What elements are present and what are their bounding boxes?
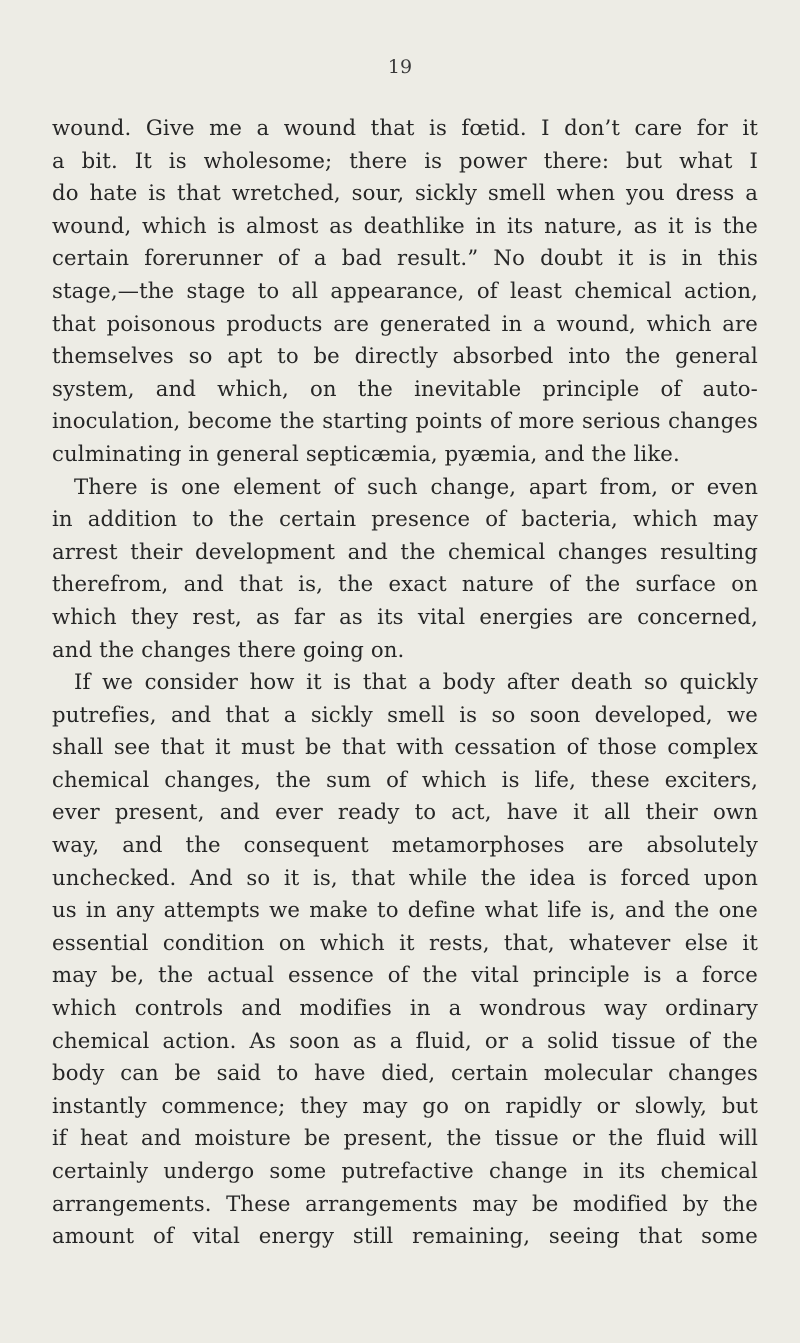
text-line: may be, the actual essence of the vital principle is a force bbox=[52, 962, 758, 988]
text-line: a bit. It is wholesome; there is power there: but what I bbox=[52, 147, 758, 173]
text-line: do hate is that wretched, sour, sickly smell when you dress a bbox=[52, 180, 758, 206]
text-line: system, and which, on the inevitable principle of auto- bbox=[52, 375, 758, 401]
text-line: that poisonous products are generated in a wound, which are bbox=[52, 310, 758, 336]
text-line: putrefies, and that a sickly smell is so soon developed, we bbox=[52, 701, 758, 727]
text-line: unchecked. And so it is, that while the idea is forced upon bbox=[52, 864, 758, 890]
text-line: amount of vital energy still remaining, seeing that some bbox=[52, 1223, 758, 1249]
text-line: in addition to the certain presence of bacteria, which may bbox=[52, 506, 758, 532]
text-line: therefrom, and that is, the exact nature of the surface on bbox=[52, 571, 758, 597]
text-line: certain forerunner of a bad result.” No doubt it is in this bbox=[52, 245, 758, 271]
text-line: essential condition on which it rests, that, whatever else it bbox=[52, 929, 758, 955]
body-text bbox=[52, 112, 758, 1253]
text-line: arrangements. These arrangements may be modified by the bbox=[52, 1190, 758, 1216]
text-line: body can be said to have died, certain molecular changes bbox=[52, 1060, 758, 1086]
text-line: chemical action. As soon as a fluid, or a solid tissue of the bbox=[52, 1027, 758, 1053]
text-line: arrest their development and the chemical changes resulting bbox=[52, 538, 758, 564]
text-line: which controls and modifies in a wondrous way ordinary bbox=[52, 995, 758, 1021]
text-line: chemical changes, the sum of which is life, these exciters, bbox=[52, 766, 758, 792]
text-line: if heat and moisture be present, the tissue or the fluid will bbox=[52, 1125, 758, 1151]
text-line: us in any attempts we make to define what life is, and the one bbox=[52, 897, 758, 923]
text-line: culminating in general septicæmia, pyæmia, and the like. bbox=[52, 440, 680, 466]
text-line: inoculation, become the starting points of more serious changes bbox=[52, 408, 758, 434]
text-line: way, and the consequent metamorphoses are absolutely bbox=[52, 832, 758, 858]
text-line: certainly undergo some putrefactive change in its chemical bbox=[52, 1158, 758, 1183]
text-line: wound. Give me a wound that is fœtid. I don’t care for it bbox=[52, 115, 758, 140]
text-line: and the changes there going on. bbox=[52, 636, 405, 662]
text-line: If we consider how it is that a body after death so quickly bbox=[74, 669, 758, 695]
text-line: stage,—the stage to all appearance, of least chemical action, bbox=[52, 277, 758, 303]
text-line: There is one element of such change, apart from, or even bbox=[74, 473, 758, 499]
page-number: 19 bbox=[387, 56, 413, 78]
text-line: wound, which is almost as deathlike in its nature, as it is the bbox=[52, 212, 758, 238]
text-line: shall see that it must be that with cessation of those complex bbox=[52, 734, 758, 760]
text-line: ever present, and ever ready to act, have it all their own bbox=[52, 799, 758, 825]
text-line: instantly commence; they may go on rapidly or slowly, but bbox=[52, 1092, 758, 1118]
text-line: which they rest, as far as its vital energies are concerned, bbox=[52, 603, 758, 629]
text-line: themselves so apt to be directly absorbed into the general bbox=[52, 343, 758, 369]
